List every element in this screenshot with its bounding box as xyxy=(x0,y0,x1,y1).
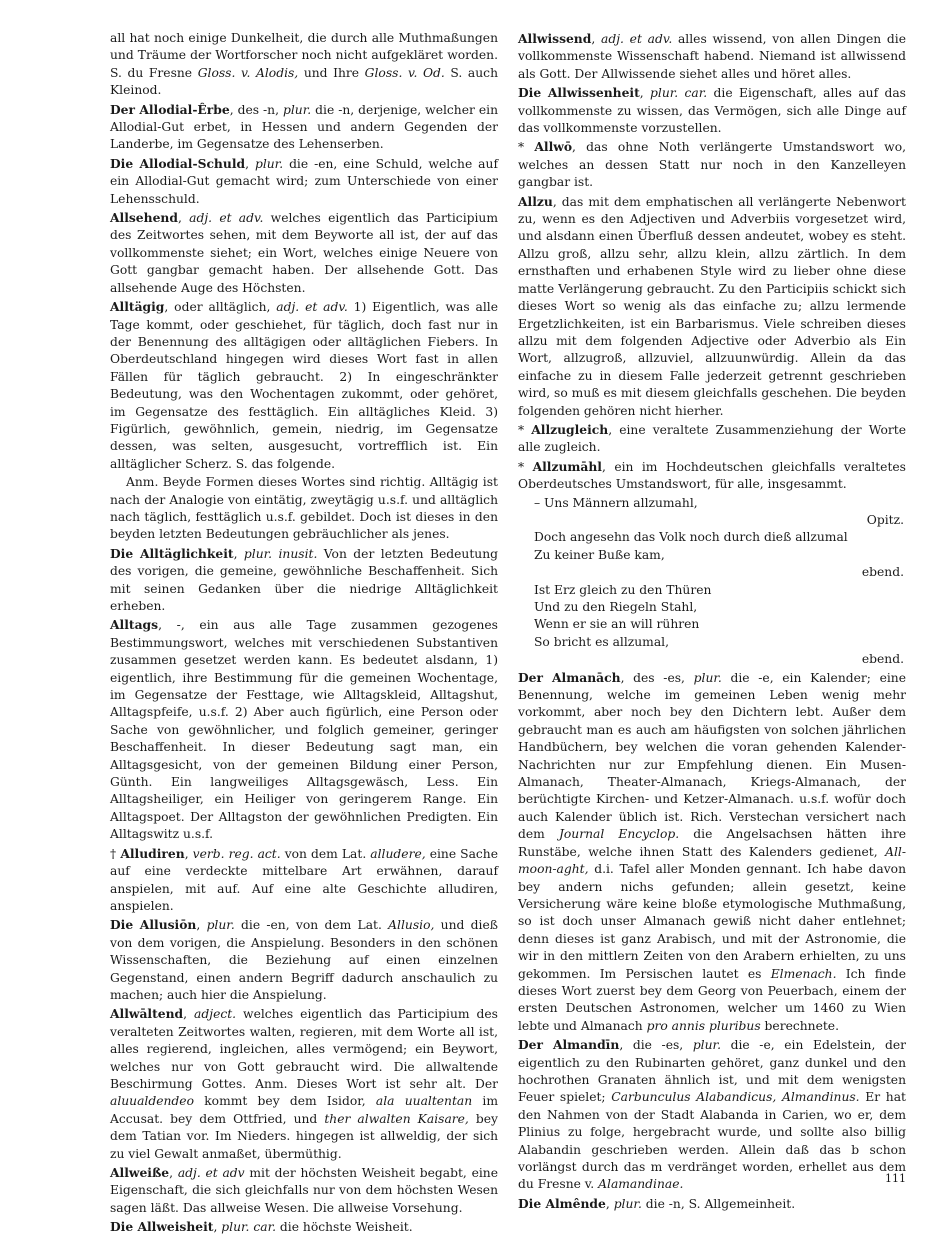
dictionary-entry-alltags: Alltags, -, ein aus alle Tage zusammen gezogenes Bestimmungswort, welches mit verschiedenen Substantiven zusammen gesetzet werden kann. Es bedeutet alsdann, 1) eigentlich, ihre Bestimmung für die gemeinen Wochentage, im Gegensatze der Festtage, wie Alltagskleid, Alltagshut, Alltagspfeife, u.s.f. 2) Aber auch figürlich, eine Person oder Sache von gewöhnlicher, und folglich gemeiner, geringer Beschaffenheit. In dieser Bedeutung sagt man, ein Alltagsgesicht, von der gemeinen Bildung einer Person, Günth. Ein langweiliges Alltagsgewäsch, Less. Ein Alltagsheiliger, ein Heiliger von geringerem Range. Ein Alltagspoet. Der Alltagston der gewöhnlichen Predigten. Ein Alltagswitz u.s.f. xyxy=(110,617,498,842)
dictionary-entry-allodial-erbe: Der Allodial-Êrbe, des -n, plur. die -n, derjenige, welcher ein Allodial-Gut erbet, in Hessen und andern Gegenden der Landerbe, im Gegensatze des Lehenserben. xyxy=(110,101,498,152)
headword: Die Allodial-Schuld xyxy=(110,155,246,171)
headword: Alludiren xyxy=(120,845,185,861)
headword: Allzu xyxy=(518,193,553,209)
dictionary-entry-allwissend: Allwissend, adj. et adv. alles wissend, von allen Dingen die vollkommenste Wissenschaft habend. Niemand ist allwissend als Gott. Der Allwissende siehet alles und höret alles. xyxy=(518,31,907,81)
right-column xyxy=(518,30,906,1214)
verse-line: So bricht es allzumal, xyxy=(534,634,670,649)
verse-line: Wenn er sie an will rühren xyxy=(534,617,700,632)
headword: Der Almandīn xyxy=(518,1037,620,1053)
page-number: 111 xyxy=(885,1172,906,1185)
left-column xyxy=(110,30,498,1238)
headword: Die Allweisheit xyxy=(110,1219,214,1235)
dictionary-entry-allwo: * Allwō, das ohne Noth verlängerte Umstandswort wo, welches an dessen Statt nur noch in den Kanzelleyen gangbar ist. xyxy=(518,139,907,190)
dictionary-entry-allodial-schuld: Die Allodial-Schuld, plur. die -en, eine Schuld, welche auf ein Allodial-Gut gemacht wird; zum Unterschiede von einer Lehensschuld. xyxy=(110,155,498,206)
headword: Alltags xyxy=(110,617,159,633)
dictionary-entry-allweise: Allweiße, adj. et adv mit der höchsten Weisheit begabt, eine Eigenschaft, die sich gleichfalls nur von dem höchsten Wesen sagen läßt. Das allweise Wesen. Die allweise Vorsehung. xyxy=(110,1165,498,1215)
verse-source: ebend. xyxy=(861,652,904,667)
headword: Allwissend xyxy=(518,31,592,46)
dictionary-entry-allsehend: Allsehend, adj. et adv. welches eigentlich das Participium des Zeitwortes sehen, mit dem Beyworte all ist, der auf das vollkommenste siehet; ein Wort, welches einige Neuere von Gott gangbar gemacht haben. Der allsehende Gott. Das allsehende Auge des Höchsten. xyxy=(110,210,499,295)
asterisk-mark: * xyxy=(518,459,533,474)
dictionary-entry-kleinod-tail: all hat noch einige Dunkelheit, die durch alle Muthmaßungen und Träume der Wortforscher noch nicht aufgekläret worden. S. du Fresne Gloss. v. Alodis, und Ihre Gloss. v. Od. S. auch Kleinod. xyxy=(110,31,498,98)
headword: Die Almênde xyxy=(518,1195,606,1211)
headword: Allwāltend xyxy=(110,1006,184,1022)
dictionary-entry-alltaeglichkeit: Die Alltäglichkeit, plur. inusit. Von der letzten Bedeutung des vorigen, die gemeine, gewöhnliche Beschaffenheit. Sich mit seinen Gedanken über die niedrige Alltäglichkeit erheben. xyxy=(110,545,498,613)
verse-source: Opitz. xyxy=(866,512,904,527)
headword: Der Almanāch xyxy=(518,669,621,685)
headword: Alltägig xyxy=(110,299,165,315)
verse-line: Und zu den Riegeln Stahl, xyxy=(534,600,698,614)
headword: Die Alltäglichkeit xyxy=(110,545,234,561)
dictionary-entry-alltaegig: Alltägig, oder alltäglich, adj. et adv. 1) Eigentlich, was alle Tage kommt, oder geschiehet, für täglich, doch fast nur in der Benennung des alltägigen oder alltäglichen Fiebers. In Oberdeutschland hingegen wird dieses Wort fast in allen Fällen für täglich gebraucht. 2) In eingeschränkter Bedeutung, was den Wochentagen zukommt, oder gehöret, im Gegensatze des festtäglich. Ein alltägliches Kleid. 3) Figürlich, gewöhnlich, gemein, niedrig, im Gegensatze dessen, was selten, ausgesucht, vortrefflich ist. Ein alltäglicher Scherz. S. das folgende. xyxy=(110,299,498,471)
headword: Allweiße xyxy=(110,1165,170,1180)
headword: Allzumāhl xyxy=(532,458,602,474)
dictionary-entry-allusion: Die Allusiōn, plur. die -en, von dem Lat. Allusio, und dieß von dem vorigen, die Anspielung. Besonders in den schönen Wissenschaften, die Beziehung auf einen einzelnen Gegenstand, einen andern Begriff dadurch anschaulich zu machen; auch hier die Anspielung. xyxy=(110,917,498,1002)
verse-source: ebend. xyxy=(861,565,904,580)
headword: Allsehend xyxy=(110,210,178,226)
dictionary-entry-almende: Die Almênde, plur. die -n, S. Allgemeinheit. xyxy=(518,1195,796,1211)
verse-quotations xyxy=(518,495,906,669)
verse-line: Zu keiner Buße kam, xyxy=(534,547,665,562)
headword: Die Allwissenheit xyxy=(518,85,640,101)
dictionary-entry-allzumahl: * Allzumāhl, ein im Hochdeutschen gleichfalls veraltetes Oberdeutsches Umstandswort, für alle, insgesammt. xyxy=(518,458,906,492)
verse-line: – Uns Männern allzumahl, xyxy=(534,495,698,510)
verse-line: Doch angesehn das Volk noch durch dieß allzumal xyxy=(534,530,848,545)
dictionary-entry-allzugleich: * Allzugleich, eine veraltete Zusammenziehung der Worte alle zugleich. xyxy=(518,421,906,455)
dagger-mark: † xyxy=(110,846,121,861)
headword: Allzugleich xyxy=(531,421,609,437)
headword: Der Allodial-Êrbe xyxy=(110,101,230,117)
dictionary-entry-alltaegig-note: Anm. Beyde Formen dieses Wortes sind richtig. Alltägig ist nach der Analogie von eintätig, zweytägig u.s.f. und alltäglich nach täglich, festtäglich u.s.f. gebildet. Doch ist dieses in den beyden letzten Bedeutungen gebräuchlicher als jenes. xyxy=(110,475,498,542)
dictionary-entry-allwaltend: Allwāltend, adject. welches eigentlich das Participium des veralteten Zeitwortes walten, regieren, mit dem Worte all ist, alles regierend, ingleichen, alles vermögend; ein Beywort, welches nur von Gott gebraucht wird. Die allwaltende Beschirmung Gottes. Anm. Dieses Wort ist sehr alt. Der aluualdendeo kommt bey dem Isidor, ala uualtentan im Accusat. bey dem Ottfried, und ther alwalten Kaisare, bey dem Tatian vor. Im Nieders. hingegen ist allweldig, der sich zu viel Gewalt anmaßet, übermüthig. xyxy=(110,1006,498,1161)
dictionary-entry-allwissenheit: Die Allwissenheit, plur. car. die Eigenschaft, alles auf das vollkommenste zu wissen, das Vermögen, sich alle Dinge auf das vollkommenste vorzustellen. xyxy=(518,85,906,136)
dictionary-entry-almandin: Der Almandīn, die -es, plur. die -e, ein Edelstein, der eigentlich zu den Rubinarten gehöret, ganz dunkel und den hochrothen Granaten ähnlich ist, und mit dem wenigsten Feuer spielet; Carbunculus Alabandicus, Almandinus. Er hat den Nahmen von der Stadt Alabanda in Carien, wo er, dem Plinius zu folge, hergebracht wurde, und sollte also billig Alabandin geschrieben werden. Allein daß das b schon vorlängst durch das m verdränget worden, erhellet aus dem du Fresne v. Alamandinae. xyxy=(518,1037,906,1192)
asterisk-mark: * xyxy=(518,422,532,437)
dictionary-entry-allweisheit: Die Allweisheit, plur. car. die höchste Weisheit. xyxy=(110,1219,413,1235)
headword: Allwō xyxy=(534,139,573,155)
verse-line: Ist Erz gleich zu den Thüren xyxy=(534,582,712,597)
dictionary-entry-almanach: Der Almanāch, des -es, plur. die -e, ein Kalender; eine Benennung, welche im gemeinen Leben wenig mehr vorkommt, aber noch bey den Dichtern lebt. Außer dem gebraucht man es auch am häufigsten von solchen jährlichen Handbüchern, bey welchen die voran gehenden Kalender-Nachrichten nur zur Empfehlung dienen. Ein Musen-Almanach, Theater-Almanach, Kriegs-Almanach, der berüchtigte Kirchen- und Ketzer-Almanach. u.s.f. wofür doch auch Kalender üblich ist. Rich. Verstechan versichert nach dem Journal Encyclop. die Angelsachsen hätten ihre Runstäbe, welche ihnen Statt des Kalenders gedienet, All-moon-aght, d.i. Tafel aller Monden gennant. Ich habe davon bey andern nichs gefunden; allein gesetzt, keine Versicherung wäre keine bloße etymologische Muthmaßung, so ist doch unser Almanach gewiß nicht daher entlehnet; denn dieses ist ganz Arabisch, und mit der Astronomie, die wir in den mittlern Zeiten von den Arabern erhielten, zu uns gekommen. Im Persischen lautet es Elmenach. Ich finde dieses Wort zuerst bey dem Georg von Peuerbach, einem der ersten Deutschen Astronomen, welcher um 1460 zu Wien lebte und Almanach pro annis pluribus berechnete. xyxy=(518,669,907,1033)
dictionary-entry-alludiren: † Alludiren, verb. reg. act. von dem Lat. alludere, eine Sache auf eine verdeckte mittelbare Art erwähnen, darauf anspielen, mit auf. Auf eine alte Geschichte alludiren, anspielen. xyxy=(110,845,498,913)
headword: Die Allusiōn xyxy=(110,917,197,933)
asterisk-mark: * xyxy=(518,140,535,155)
dictionary-entry-allzu: Allzu, das mit dem emphatischen all verlängerte Nebenwort zu, wenn es den Adjectiven und Adverbiis vorgesetzet wird, und alsdann einen Überfluß dessen andeutet, wobey es steht. Allzu groß, allzu sehr, allzu klein, allzu zärtlich. In dem ernsthaften und erhabenen Style wird zu lieber ohne diese matte Verlängerung gebraucht. Zu den Participiis schickt sich dieses Wort so wenig als das einfache zu; allzu lermende Ergetzlichkeiten, ist ein Barbarismus. Viele schreiben dieses allzu mit dem folgenden Adjective oder Adverbio als Ein Wort, allzugroß, allzuviel, allzuunwürdig. Allein da das einfache zu in diesem Falle jederzeit getrennt geschrieben wird, so muß es mit diesem gleichfalls geschehen. Die beyden folgenden gehören nicht hierher. xyxy=(518,193,906,418)
